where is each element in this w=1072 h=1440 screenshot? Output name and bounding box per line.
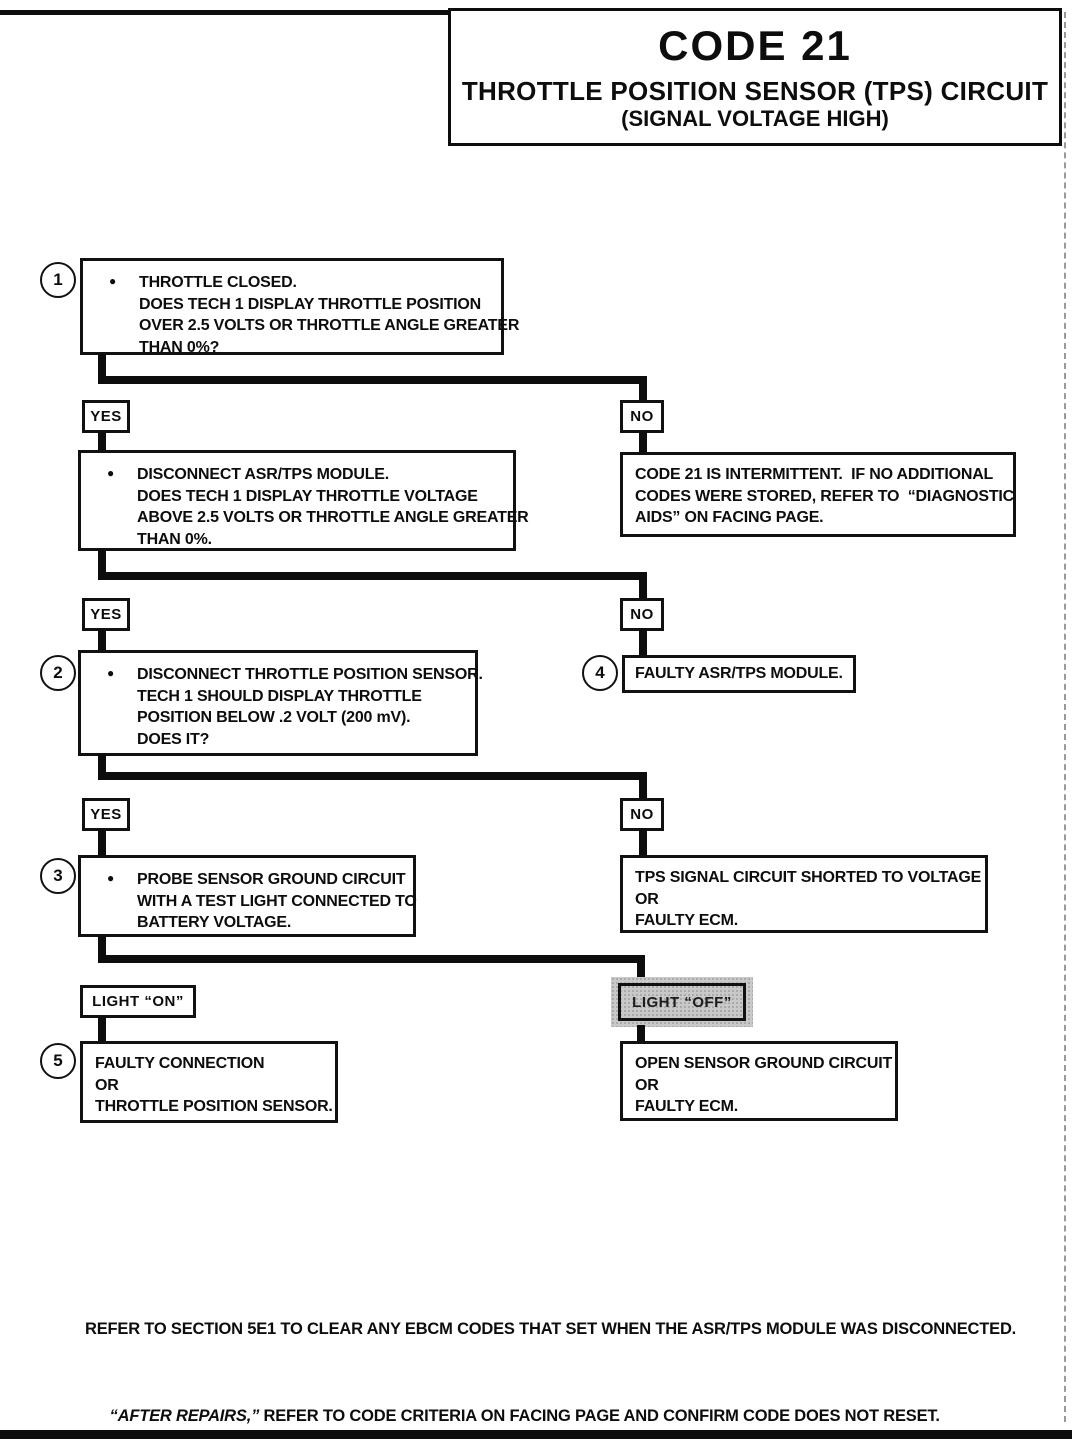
step-number: 5 <box>53 1051 63 1070</box>
connector-line <box>98 772 647 780</box>
result-line: AIDS” ON FACING PAGE. <box>635 509 824 526</box>
connector-line <box>639 376 647 402</box>
question-line: OVER 2.5 VOLTS OR THROTTLE ANGLE GREATER <box>139 317 520 334</box>
branch-label-no-2: NO <box>620 598 664 631</box>
step-circle-3 <box>40 858 76 894</box>
branch-label-yes-3: YES <box>82 798 130 831</box>
branch-label-yes-1: YES <box>82 400 130 433</box>
question-line: ABOVE 2.5 VOLTS OR THROTTLE ANGLE GREATER <box>137 509 529 526</box>
connector-line <box>98 1016 106 1043</box>
step-number: 3 <box>53 866 63 885</box>
question-line: THAN 0%. <box>137 530 212 548</box>
branch-label-light-on: LIGHT “ON” <box>80 985 196 1018</box>
result-line: FAULTY CONNECTION <box>95 1055 265 1072</box>
question-line: TECH 1 SHOULD DISPLAY THROTTLE <box>137 687 422 705</box>
question-box-2 <box>78 650 483 756</box>
step-circle-2 <box>40 655 76 691</box>
branch-label-light-off: LIGHT “OFF” <box>618 983 746 1021</box>
result-line: OR <box>635 890 659 908</box>
result-box-faulty-connection <box>80 1041 338 1123</box>
result-line: FAULTY ECM. <box>635 1098 738 1115</box>
step-circle-4 <box>582 655 618 691</box>
question-line: DISCONNECT THROTTLE POSITION SENSOR. <box>137 666 483 683</box>
question-line: DOES TECH 1 DISPLAY THROTTLE VOLTAGE <box>137 487 478 505</box>
footnote-after-repairs-italic: “AFTER REPAIRS,” <box>109 1407 260 1425</box>
result-line: CODES WERE STORED, REFER TO “DIAGNOSTIC <box>635 487 1015 505</box>
connector-line <box>98 955 645 963</box>
question-line: THAN 0%? <box>139 338 220 356</box>
result-line: THROTTLE POSITION SENSOR. <box>95 1098 333 1115</box>
question-line: PROBE SENSOR GROUND CIRCUIT <box>137 871 406 888</box>
connector-line <box>639 829 647 857</box>
result-line: OPEN SENSOR GROUND CIRCUIT <box>635 1055 893 1072</box>
question-line: THROTTLE CLOSED. <box>139 274 297 291</box>
step-circle-5 <box>40 1043 76 1079</box>
right-page-edge <box>1064 12 1066 1422</box>
result-box-faulty-asr-module <box>622 655 856 693</box>
bullet-icon: ● <box>107 871 115 885</box>
result-box-shorted-to-voltage <box>620 855 988 933</box>
question-box-1b <box>78 450 529 551</box>
result-line: CODE 21 IS INTERMITTENT. IF NO ADDITIONAL <box>635 466 994 483</box>
connector-line <box>639 629 647 657</box>
branch-label-light-off-highlight <box>611 977 753 1027</box>
question-box-3 <box>78 855 416 937</box>
bullet-icon: ● <box>109 274 117 288</box>
connector-line <box>98 572 647 580</box>
branch-label-no-1: NO <box>620 400 664 433</box>
question-line: BATTERY VOLTAGE. <box>137 914 292 931</box>
result-box-intermittent <box>620 452 1016 537</box>
question-line: DISCONNECT ASR/TPS MODULE. <box>137 466 389 483</box>
result-line: FAULTY ASR/TPS MODULE. <box>635 665 843 683</box>
connector-line <box>639 431 647 454</box>
step-number: 2 <box>53 663 63 682</box>
step-number: 4 <box>595 663 605 682</box>
connector-line <box>98 629 106 652</box>
step-number: 1 <box>53 270 63 289</box>
result-box-open-ground <box>620 1041 898 1121</box>
connector-line <box>639 572 647 600</box>
page-subtitle: THROTTLE POSITION SENSOR (TPS) CIRCUIT <box>461 76 1049 106</box>
step-circle-1 <box>40 262 76 298</box>
bullet-icon: ● <box>107 666 115 680</box>
footnote-clear-codes: REFER TO SECTION 5E1 TO CLEAR ANY EBCM CODES THAT SET WHEN THE ASR/TPS MODULE WAS DISCONNECTED. <box>85 1320 1017 1338</box>
question-line: DOES TECH 1 DISPLAY THROTTLE POSITION <box>139 295 481 313</box>
footnote-after-repairs-rest: REFER TO CODE CRITERIA ON FACING PAGE AND CONFIRM CODE DOES NOT RESET. <box>259 1407 940 1425</box>
page-title: CODE 21 <box>658 22 852 69</box>
title-box <box>448 8 1062 146</box>
top-page-rule <box>0 10 452 15</box>
question-line: DOES IT? <box>137 730 210 748</box>
result-line: TPS SIGNAL CIRCUIT SHORTED TO VOLTAGE <box>635 869 982 886</box>
question-box-1 <box>80 258 520 356</box>
result-line: FAULTY ECM. <box>635 912 738 929</box>
question-line: WITH A TEST LIGHT CONNECTED TO <box>137 892 417 910</box>
footnote-after-repairs <box>92 1388 940 1440</box>
connector-line <box>98 829 106 857</box>
connector-line <box>639 772 647 800</box>
page-subtitle-2: (SIGNAL VOLTAGE HIGH) <box>621 106 889 131</box>
connector-line <box>98 431 106 452</box>
result-line: OR <box>635 1076 659 1094</box>
connector-line <box>98 376 647 384</box>
result-line: OR <box>95 1076 119 1094</box>
branch-label-no-3: NO <box>620 798 664 831</box>
bullet-icon: ● <box>107 466 115 480</box>
branch-label-yes-2: YES <box>82 598 130 631</box>
question-line: POSITION BELOW .2 VOLT (200 mV). <box>137 709 411 726</box>
